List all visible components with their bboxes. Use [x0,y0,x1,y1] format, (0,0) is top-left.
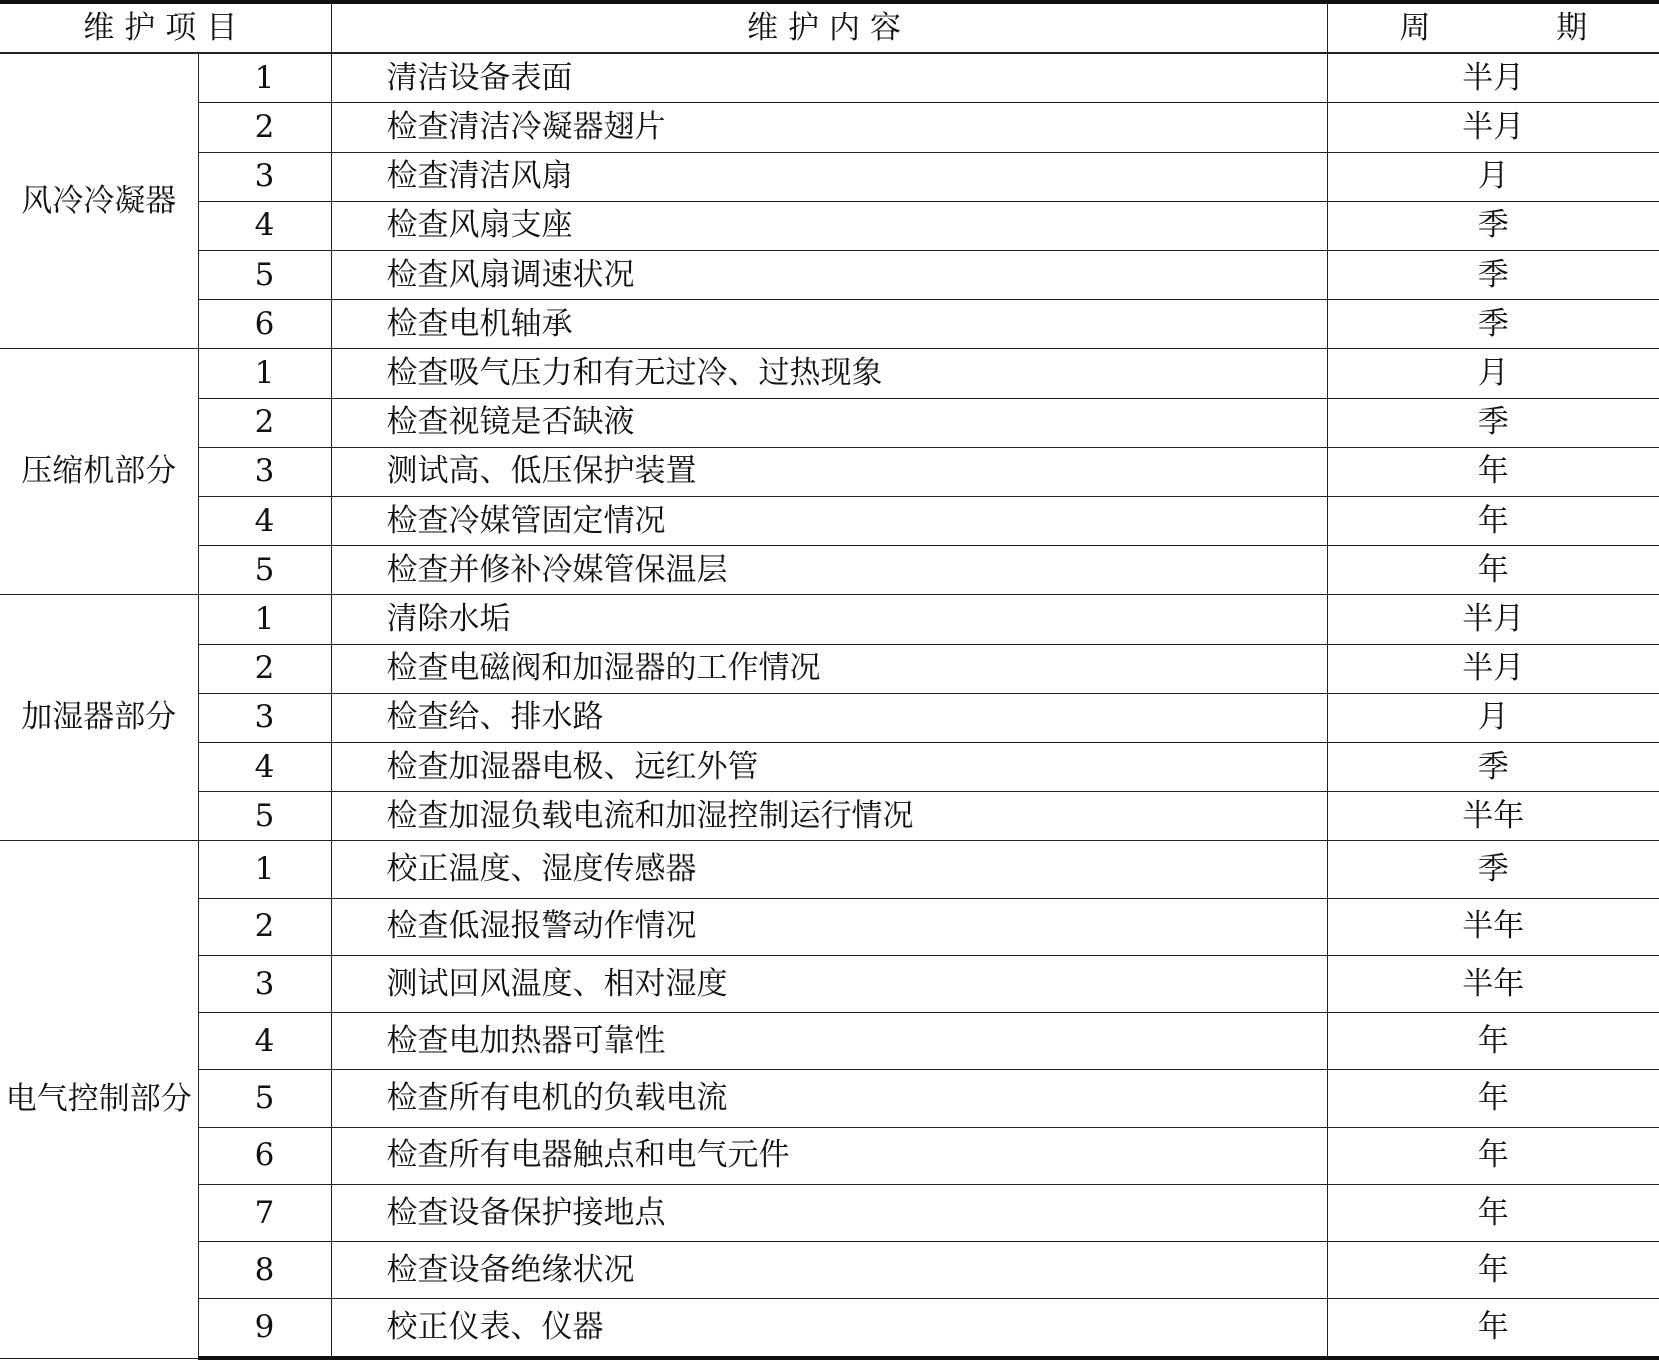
maintenance-content-cell: 检查加湿负载电流和加湿控制运行情况 [331,792,1327,841]
period-cell: 月 [1327,693,1659,742]
period-cell: 年 [1327,497,1659,546]
row-number-cell: 4 [198,201,331,250]
row-number-cell: 6 [198,300,331,349]
maintenance-content-cell: 测试高、低压保护装置 [331,447,1327,496]
table-row [0,644,1659,693]
header-item: 维护项目 [0,2,331,53]
row-number-cell: 2 [198,103,331,152]
row-number-cell: 1 [198,595,331,644]
table-row [0,1242,1659,1299]
table-row [0,1299,1659,1358]
period-cell: 年 [1327,1299,1659,1358]
table-row [0,1013,1659,1070]
group-name-cell: 压缩机部分 [0,349,198,595]
table-row [0,595,1659,644]
period-cell: 季 [1327,201,1659,250]
table-row [0,349,1659,398]
maintenance-content-cell: 测试回风温度、相对湿度 [331,955,1327,1012]
table-row [0,398,1659,447]
period-cell: 月 [1327,152,1659,201]
header-row [0,2,1659,53]
period-cell: 年 [1327,1013,1659,1070]
table-row [0,1184,1659,1241]
table-row [0,841,1659,898]
period-cell: 年 [1327,1242,1659,1299]
maintenance-content-cell: 检查电加热器可靠性 [331,1013,1327,1070]
maintenance-content-cell: 检查清洁冷凝器翅片 [331,103,1327,152]
maintenance-content-cell: 检查给、排水路 [331,693,1327,742]
period-cell: 半年 [1327,792,1659,841]
period-cell: 季 [1327,398,1659,447]
period-cell: 年 [1327,1127,1659,1184]
table-row [0,1127,1659,1184]
row-number-cell: 5 [198,792,331,841]
maintenance-content-cell: 检查所有电器触点和电气元件 [331,1127,1327,1184]
table-row [0,546,1659,595]
row-number-cell: 7 [198,1184,331,1241]
maintenance-content-cell: 检查设备绝缘状况 [331,1242,1327,1299]
table-row [0,300,1659,349]
table-row [0,201,1659,250]
maintenance-content-cell: 检查并修补冷媒管保温层 [331,546,1327,595]
period-cell: 年 [1327,1070,1659,1127]
maintenance-content-cell: 检查电磁阀和加湿器的工作情况 [331,644,1327,693]
maintenance-content-cell: 检查清洁风扇 [331,152,1327,201]
period-cell: 半年 [1327,898,1659,955]
maintenance-content-cell: 检查所有电机的负载电流 [331,1070,1327,1127]
period-cell: 半月 [1327,644,1659,693]
group-name-cell: 加湿器部分 [0,595,198,841]
header-content: 维护内容 [331,2,1327,53]
maintenance-content-cell: 检查吸气压力和有无过冷、过热现象 [331,349,1327,398]
row-number-cell: 1 [198,53,331,103]
period-cell: 半月 [1327,53,1659,103]
period-cell: 季 [1327,300,1659,349]
period-cell: 年 [1327,447,1659,496]
maintenance-content-cell: 检查风扇调速状况 [331,251,1327,300]
table-row [0,792,1659,841]
row-number-cell: 2 [198,398,331,447]
maintenance-content-cell: 检查视镜是否缺液 [331,398,1327,447]
table-row [0,103,1659,152]
period-cell: 半月 [1327,595,1659,644]
row-number-cell: 3 [198,955,331,1012]
maintenance-content-cell: 检查加湿器电极、远红外管 [331,743,1327,792]
period-cell: 季 [1327,841,1659,898]
table-row [0,955,1659,1012]
table-row [0,743,1659,792]
period-cell: 季 [1327,251,1659,300]
period-cell: 季 [1327,743,1659,792]
period-cell: 年 [1327,1184,1659,1241]
row-number-cell: 4 [198,1013,331,1070]
row-number-cell: 5 [198,1070,331,1127]
table-row [0,447,1659,496]
row-number-cell: 3 [198,447,331,496]
row-number-cell: 1 [198,841,331,898]
maintenance-content-cell: 校正仪表、仪器 [331,1299,1327,1358]
maintenance-content-cell: 检查低湿报警动作情况 [331,898,1327,955]
row-number-cell: 4 [198,497,331,546]
row-number-cell: 9 [198,1299,331,1358]
table-row [0,693,1659,742]
table-row [0,1070,1659,1127]
maintenance-content-cell: 清洁设备表面 [331,53,1327,103]
group-name-cell: 电气控制部分 [0,841,198,1358]
table-row [0,251,1659,300]
maintenance-content-cell: 检查设备保护接地点 [331,1184,1327,1241]
row-number-cell: 2 [198,898,331,955]
maintenance-content-cell: 清除水垢 [331,595,1327,644]
maintenance-content-cell: 检查电机轴承 [331,300,1327,349]
row-number-cell: 8 [198,1242,331,1299]
header-period: 周 期 [1327,2,1659,53]
row-number-cell: 1 [198,349,331,398]
period-cell: 半月 [1327,103,1659,152]
maintenance-content-cell: 检查风扇支座 [331,201,1327,250]
table-row [0,497,1659,546]
row-number-cell: 3 [198,152,331,201]
group-name-cell: 风冷冷凝器 [0,53,198,349]
maintenance-content-cell: 检查冷媒管固定情况 [331,497,1327,546]
table-row [0,898,1659,955]
row-number-cell: 5 [198,251,331,300]
row-number-cell: 3 [198,693,331,742]
table-row [0,152,1659,201]
row-number-cell: 2 [198,644,331,693]
maintenance-content-cell: 校正温度、湿度传感器 [331,841,1327,898]
period-cell: 月 [1327,349,1659,398]
period-cell: 年 [1327,546,1659,595]
table-row [0,53,1659,103]
period-cell: 半年 [1327,955,1659,1012]
row-number-cell: 6 [198,1127,331,1184]
row-number-cell: 5 [198,546,331,595]
row-number-cell: 4 [198,743,331,792]
